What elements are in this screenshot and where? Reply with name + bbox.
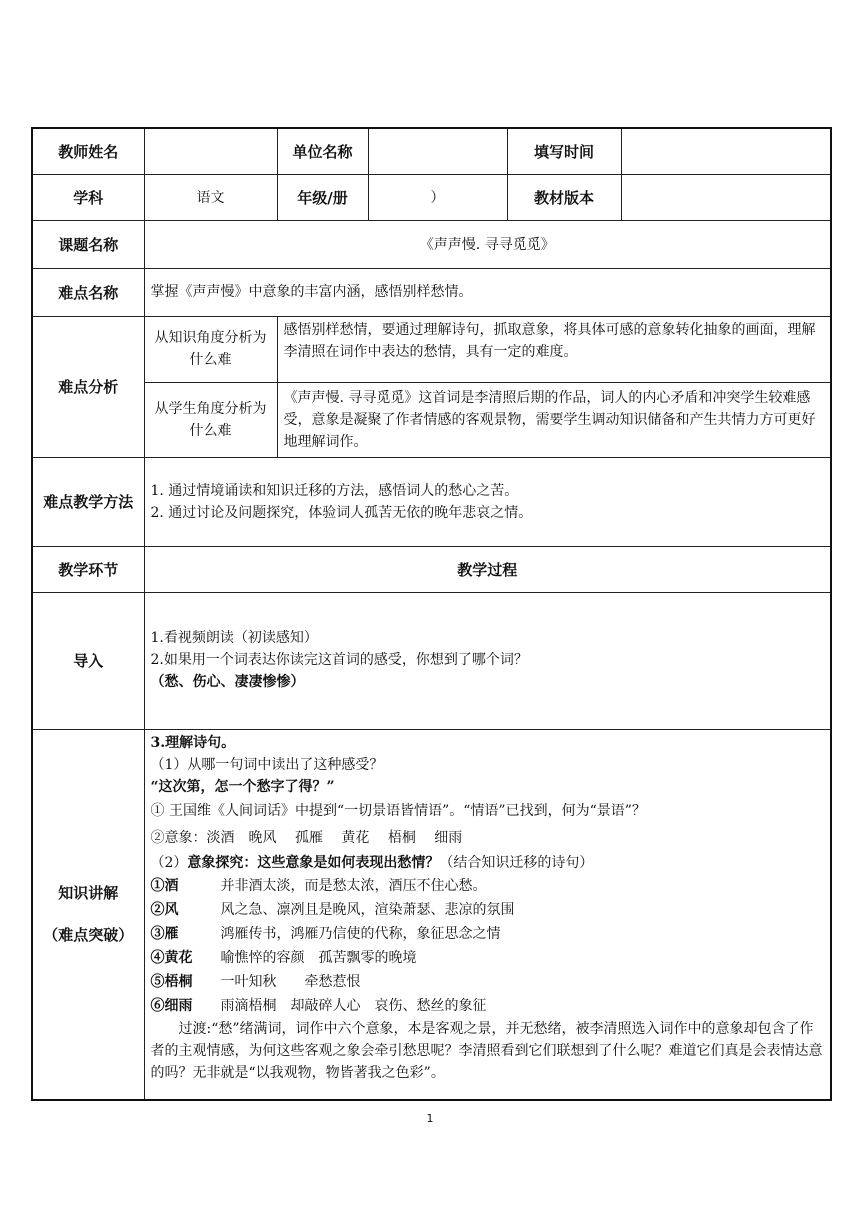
fill-date-label: 填写时间 [507,128,621,174]
imagery-text: 喻憔悴的容颜 孤苦飘零的晚境 [220,949,417,966]
question-2-note: （结合知识迁移的诗句） [439,854,594,871]
info-row-2 [32,174,831,220]
analysis-row-knowledge [32,316,831,382]
intro-row [32,592,831,729]
imagery-key: ⑤梧桐 [150,973,193,990]
imagery-item [151,994,825,1018]
lesson-plan-table [31,127,832,1101]
teacher-name-label: 教师姓名 [32,128,144,174]
edition-value [621,174,831,220]
imagery-text: 并非酒太淡，而是愁太浓，酒压不住心愁。 [220,877,487,894]
subject-value: 语文 [144,174,277,220]
method-content [144,457,831,546]
imagery-item [151,922,825,946]
method-row [32,457,831,546]
analysis-row-student [32,382,831,457]
page-number: 1 [426,1112,434,1125]
process-header: 教学过程 [144,546,831,592]
difficulty-value: 掌握《声声慢》中意象的丰富内涵，感悟别样愁情。 [144,268,831,316]
process-header-row [32,546,831,592]
analysis-label: 难点分析 [32,316,144,457]
subject-label: 学科 [32,174,144,220]
question-2 [151,852,825,874]
knowledge-heading: 3.理解诗句。 [150,734,236,751]
point-2: ②意象：淡酒 晚风 孤雁 黄花 梧桐 细雨 [150,829,463,846]
question-1: （1）从哪一句词中读出了这种感受？ [150,756,384,773]
grade-value: ） [368,174,507,220]
question-2-num: （2） [150,854,188,871]
knowledge-row [32,729,831,1100]
imagery-item [151,970,825,994]
imagery-text: 雨滴梧桐 却敲碎人心 哀伤、愁丝的象征 [220,997,487,1014]
topic-row [32,220,831,268]
fill-date-value [621,128,831,174]
imagery-text: 风之急、凛冽且是晚风，渲染萧瑟、悲凉的氛围 [220,901,515,918]
imagery-key: ①酒 [150,877,179,894]
imagery-key: ⑥细雨 [150,997,193,1014]
imagery-key: ②风 [150,901,179,918]
question-2-text: 意象探究：这些意象是如何表现出愁情？ [187,854,440,871]
imagery-key: ④黄花 [150,949,193,966]
intro-label: 导入 [32,592,144,729]
difficulty-label: 难点名称 [32,268,144,316]
knowledge-label: 知识讲解 [58,884,119,903]
student-angle-label: 从学生角度分析为什么难 [144,382,277,457]
imagery-item [151,874,825,898]
student-angle-text: 《声声慢. 寻寻觅觅》这首词是李清照后期的作品，词人的内心矛盾和冲突学生较难感受，意象是凝聚了作者情感的客观景物，需要学生调动知识储备和产生共情力方可更好地理解词作。 [277,382,831,457]
knowledge-angle-text: 感悟别样愁情，要通过理解诗句，抓取意象，将具体可感的意象转化抽象的画面，理解李清照在词作中表达的愁情，具有一定的难度。 [277,316,831,382]
imagery-item [151,898,825,922]
method-line-1: 1. 通过情境诵读和知识迁移的方法，感悟词人的愁心之苦。 [150,482,519,499]
method-label: 难点教学方法 [32,457,144,546]
key-quote: “这次第，怎一个愁字了得？” [150,778,335,795]
intro-content [144,592,831,729]
topic-label: 课题名称 [32,220,144,268]
topic-value: 《声声慢. 寻寻觅觅》 [144,220,831,268]
intro-answer: （愁、伤心、凄凄惨惨） [150,673,305,690]
knowledge-content [144,729,831,1100]
grade-label: 年级/册 [277,174,368,220]
difficulty-row [32,268,831,316]
lesson-plan-sheet [31,127,830,1101]
unit-name-value [368,128,507,174]
intro-line-2: 2.如果用一个词表达你读完这首词的感受，你想到了哪个词？ [150,651,528,668]
unit-name-label: 单位名称 [277,128,368,174]
imagery-item [151,946,825,970]
edition-label: 教材版本 [507,174,621,220]
imagery-key: ③雁 [150,925,179,942]
imagery-text: 一叶知秋 牵愁惹恨 [220,973,361,990]
transition-paragraph: 过渡:“愁”绪满词，词作中六个意象，本是客观之景，并无愁绪，被李清照选入词作中的意象却包含了作者的主观情感，为何这些客观之象会牵引愁思呢？李清照看到它们联想到了什么呢？难道它们真是会表情达意的吗？无非就是“以我观物，物皆著我之色彩”。 [150,1020,823,1081]
knowledge-sublabel: （难点突破） [43,926,134,945]
imagery-text: 鸿雁传书，鸿雁乃信使的代称，象征思念之情 [220,925,501,942]
knowledge-angle-label: 从知识角度分析为什么难 [144,316,277,382]
point-1: ① 王国维《人间词话》中提到“一切景语皆情语”。“情语”已找到，何为“景语”？ [150,802,646,819]
info-row-1 [32,128,831,174]
intro-line-1: 1.看视频朗读（初读感知） [150,629,318,646]
method-line-2: 2. 通过讨论及问题探究，体验词人孤苦无依的晚年悲哀之情。 [150,504,533,521]
stage-header: 教学环节 [32,546,144,592]
teacher-name-value [144,128,277,174]
knowledge-label-cell [32,729,144,1100]
